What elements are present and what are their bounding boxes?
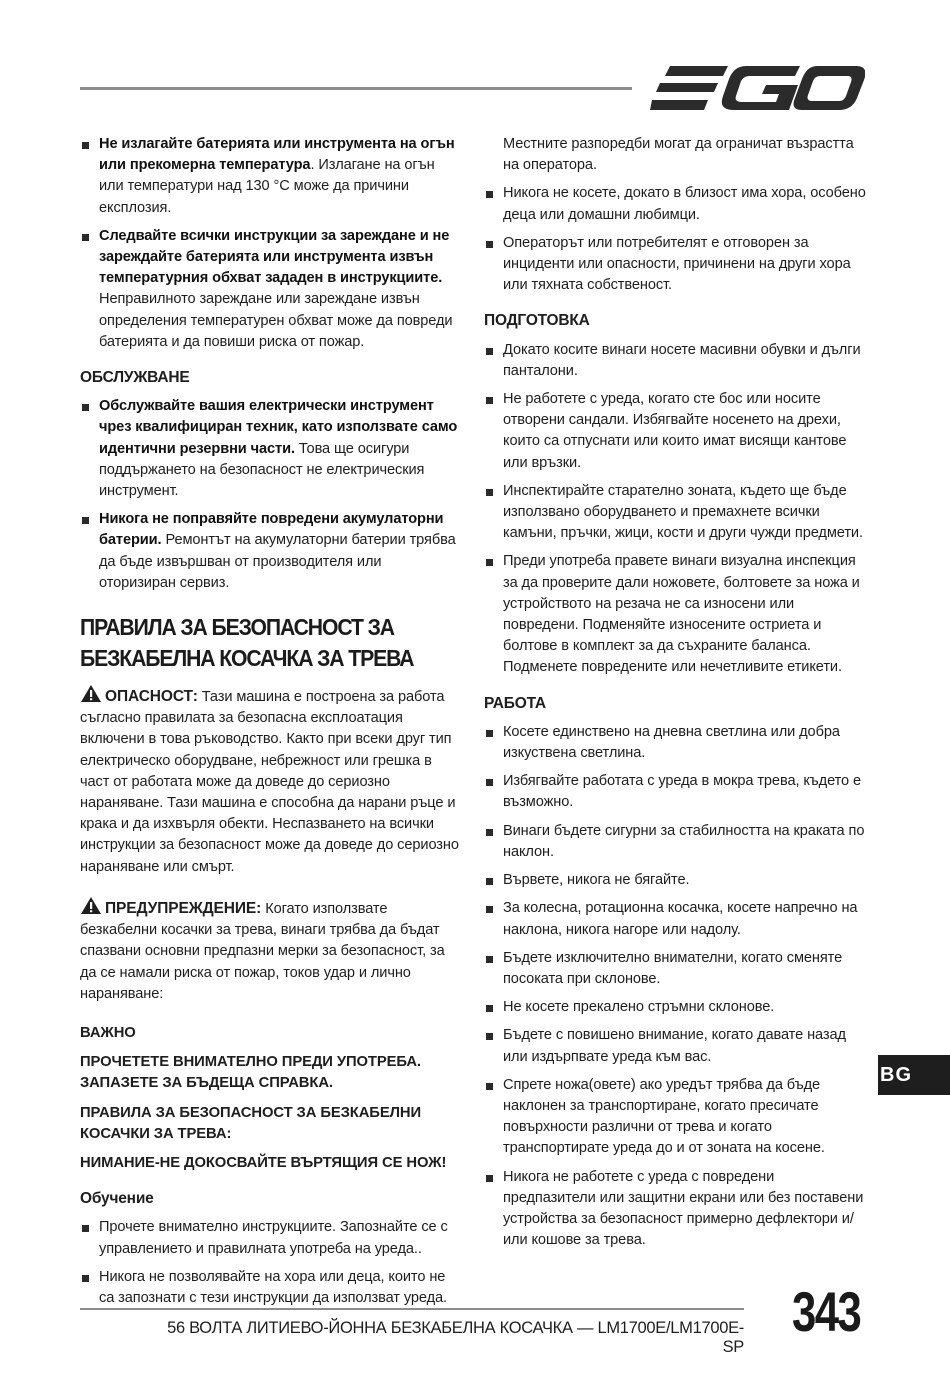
- bullet-text: Неправилното зареждане или зареждане извън определения температурен обхват може да повреди батерията и да повиши риска от пожар.: [99, 291, 453, 350]
- list-item: Никога не позволявайте на хора или деца, които не са запознати с тези инструкции да използват уреда.: [80, 1267, 460, 1309]
- bullet-text: Ремонтът на акумулаторни батерии трябва да бъде извършван от производителя или оторизиран сервиз.: [99, 532, 456, 591]
- danger-text: Тази машина е построена за работа съгласно правилата за безопасна експлоатация включени в това ръководство. Както при всеки друг тип електрическо оборудване, небрежност или грешка в част от работата може да доведе до сериозно нараняване. Тази машина е способна да нарани ръце и крака и да изхвърля обекти. Неспазването на всички инструкции за безопасност може да доведе до сериозно нараняване или смърт.: [80, 689, 459, 875]
- section-heading-service: ОБСЛУЖВАНЕ: [80, 369, 190, 387]
- read-before-notice: ПРОЧЕТЕТЕ ВНИМАТЕЛНО ПРЕДИ УПОТРЕБА. ЗАПАЗЕТЕ ЗА БЪДЕЩА СПРАВКА.: [80, 1054, 421, 1092]
- section-heading-training: Обучение: [80, 1190, 154, 1208]
- list-item: Никога не косете, докато в близост има хора, особено деца или домашни любимци.: [484, 183, 866, 225]
- continued-text: Местните разпоредби могат да ограничат възрастта на оператора.: [503, 136, 854, 174]
- list-item: Никога не работете с уреда с повредени предпазители или защитни екрани или без поставени устройства за безопасност примерно дефлектори и/или кошове за трева.: [484, 1167, 866, 1252]
- warning-label: ПРЕДУПРЕЖДЕНИЕ:: [105, 899, 262, 917]
- list-item: Косете единствено на дневна светлина или добра изкуствена светлина.: [484, 722, 866, 764]
- list-item: За колесна, ротационна косачка, косете напречно на наклона, никога нагоре или надолу.: [484, 898, 866, 940]
- attention-notice: НИМАНИЕ-НЕ ДОКОСВАЙТЕ ВЪРТЯЩИЯ СЕ НОЖ!: [80, 1154, 447, 1171]
- language-tab: BG: [878, 1055, 950, 1095]
- bullet-text: Това ще осигури поддържането на безопасност не електрическия инструмент.: [99, 440, 425, 500]
- warning-text: Когато използвате безкабелни косачки за трева, винаги трябва да бъдат спазвани основни предпазни мерки за безопасност, за да се намали риска от пожар, токов удар и лично нараняване:: [80, 900, 445, 1002]
- list-item: [80, 396, 460, 502]
- list-item: Бъдете изключително внимателни, когато сменяте посоката при склонове.: [484, 948, 866, 990]
- service-list: [80, 396, 460, 594]
- list-item: Не косете прекалено стръмни склонове.: [484, 997, 866, 1018]
- list-item: Спрете ножа(овете) ако уредът трябва да бъде наклонен за транспортиране, когато пресичате повърхности различни от трева и когато транспортирате уреда до и от зоната на косене.: [484, 1075, 866, 1160]
- list-item: [80, 134, 460, 219]
- warning-triangle-icon: [80, 684, 102, 703]
- bullet-bold: Обслужвайте вашия електрически инструмент чрез квалифициран техник, като използвате само идентични резервни части.: [99, 398, 458, 457]
- bullet-bold: Никога не поправяйте повредени акумулаторни батерии.: [99, 511, 444, 549]
- list-item: Преди употреба правете винаги визуална инспекция за да проверите дали ножовете, болтовете за ножа и устройството на резача не са износени или повредени. Подменяйте износените остриета и болтове в комплект за да съхраните баланса. Подменете повредените или нечетливите етикети.: [484, 551, 866, 678]
- rules-title: ПРАВИЛА ЗА БЕЗОПАСНОСТ ЗА БЕЗКАБЕЛНИ КОСАЧКИ ЗА ТРЕВА:: [80, 1104, 422, 1142]
- left-column: [80, 134, 460, 1316]
- main-section-title: ПРАВИЛА ЗА БЕЗОПАСНОСТ ЗА БЕЗКАБЕЛНА КОСАЧКА ЗА ТРЕВА: [80, 614, 414, 672]
- list-item: Бъдете с повишено внимание, когато давате назад или издърпвате уреда към вас.: [484, 1025, 866, 1067]
- warning-paragraph: [80, 896, 460, 1005]
- training-list: [80, 1217, 460, 1309]
- header-rule: [80, 87, 632, 90]
- section-heading-operation: РАБОТА: [484, 694, 546, 712]
- right-column: [484, 134, 866, 1258]
- training-list-continued: [484, 183, 866, 296]
- page-number: 343: [792, 1280, 861, 1343]
- list-item: Избягвайте работата с уреда в мокра трева, където е възможно.: [484, 771, 866, 813]
- danger-paragraph: [80, 684, 460, 878]
- warning-triangle-icon: [80, 896, 102, 915]
- preparation-list: [484, 340, 866, 679]
- list-item: Винаги бъдете сигурни за стабилността на краката по наклон.: [484, 821, 866, 863]
- section-heading-preparation: ПОДГОТОВКА: [484, 312, 590, 330]
- list-item: Не работете с уреда, когато сте бос или носите отворени сандали. Избягвайте носенето на дрехи, които са отпуснати или които имат висящи кантове или връзки.: [484, 389, 866, 474]
- list-item: [80, 226, 460, 353]
- footer-title: 56 ВОЛТА ЛИТИЕВО-ЙОННА БЕЗКАБЕЛНА КОСАЧКА — LM1700E/LM1700E-SP: [167, 1319, 744, 1356]
- bullet-bold: Не излагайте батерията или инструмента на огън или прекомерна температура: [99, 136, 455, 174]
- list-item: [80, 509, 460, 594]
- important-heading: ВАЖНО: [80, 1024, 136, 1041]
- battery-list: [80, 134, 460, 353]
- list-item: Операторът или потребителят е отговорен за инциденти или опасности, причинени на други хора или тяхната собственост.: [484, 233, 866, 297]
- bullet-bold: Следвайте всички инструкции за зареждане и не зареждайте батерията или инструмента извън температурния обхват зададен в инструкциите.: [99, 227, 450, 287]
- operation-list: [484, 722, 866, 1251]
- list-item: Докато косите винаги носете масивни обувки и дълги панталони.: [484, 340, 866, 382]
- list-item: Вървете, никога не бягайте.: [484, 870, 866, 891]
- list-item: Прочете внимателно инструкциите. Запознайте се с управлението и правилната употреба на уреда..: [80, 1217, 460, 1259]
- bullet-text: . Излагане на огън или температури над 130 °C може да причини експлозия.: [99, 157, 435, 216]
- ego-logo: [650, 64, 865, 112]
- list-item: Инспектирайте старателно зоната, където ще бъде използвано оборудването и премахнете всички камъни, пръчки, жици, кости и други чужди предмети.: [484, 481, 866, 545]
- footer-rule: [80, 1308, 744, 1310]
- danger-label: ОПАСНОСТ:: [105, 688, 198, 706]
